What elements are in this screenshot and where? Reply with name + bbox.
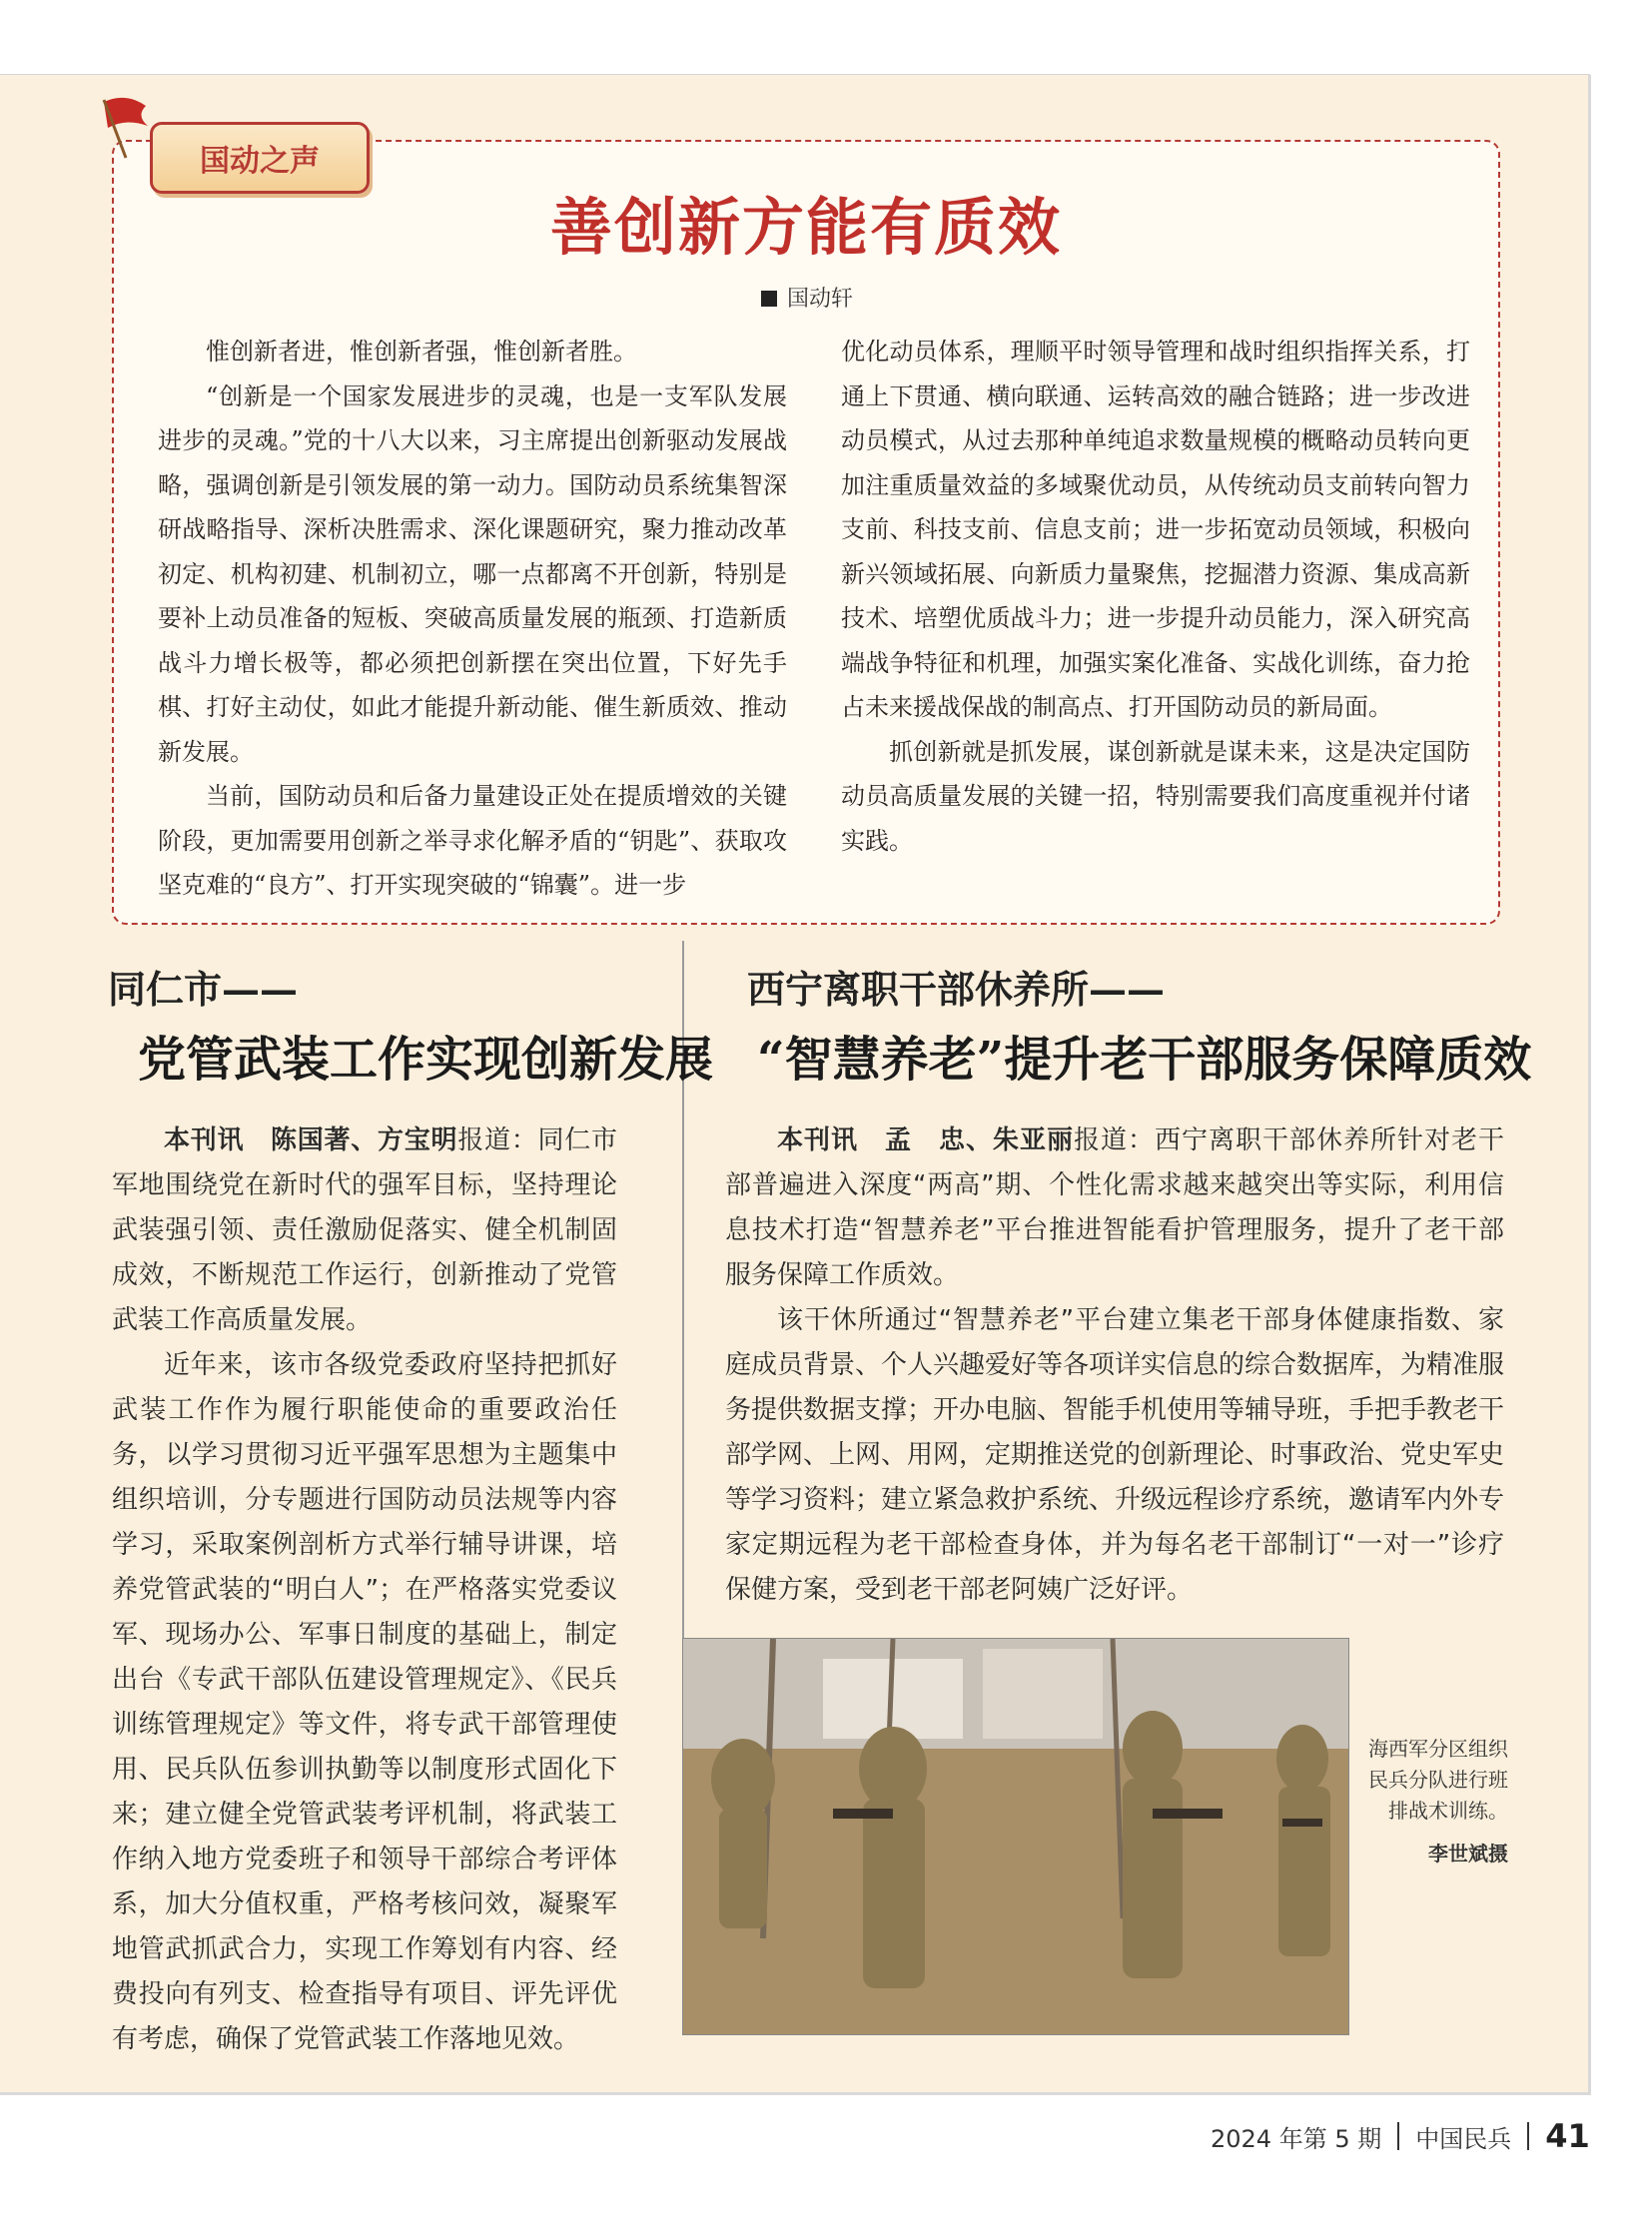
- left-article-lead: 本刊讯 陈国著、方宝明: [164, 1125, 458, 1155]
- editorial-paragraph: 优化动员体系，理顺平时领导管理和战时组织指挥关系，打通上下贯通、横向联通、运转高效的融合链路；进一步改进动员模式，从过去那种单纯追求数量规模的概略动员转向更加注重质量效益的多域聚优动员，从传统动员支前转向智力支前、科技支前、信息支前；进一步拓宽动员领域，积极向新兴领域拓展、向新质力量聚焦，挖掘潜力资源、集成高新技术、培塑优质战斗力；进一步提升动员能力，深入研究高端战争特征和机理，加强实案化准备、实战化训练，奋力抢占未来援战保战的制高点、打开国防动员的新局面。: [841, 338, 1470, 721]
- right-article-lead: 本刊讯 孟 忠、朱亚丽: [777, 1125, 1074, 1155]
- footer-separator: [1397, 2122, 1399, 2150]
- photo-credit: 李世斌摄: [1428, 1842, 1508, 1865]
- left-article-body: [112, 1119, 617, 2062]
- right-article-body: [725, 1119, 1504, 1613]
- militia-training-photo: [682, 1638, 1349, 2035]
- editorial-author: 国动轩: [787, 287, 854, 312]
- editorial-paragraph: “创新是一个国家发展进步的灵魂，也是一支军队发展进步的灵魂。”党的十八大以来，习主席提出创新驱动发展战略，强调创新是引领发展的第一动力。国防动员系统集智深研战略指导、深析决胜需求、深化课题研究，聚力推动改革初定、机构初建、机制初立，哪一点都离不开创新，特别是要补上动员准备的短板、突破高质量发展的瓶颈、打造新质战斗力增长极等，都必须把创新摆在突出位置，下好先手棋、打好主动仗，如此才能提升新动能、催生新质效、推动新发展。: [158, 381, 787, 766]
- photo-illustration: [683, 1639, 1349, 2035]
- left-article-kicker: 同仁市——: [108, 967, 299, 1012]
- left-article-title: 党管武装工作实现创新发展: [138, 1032, 714, 1088]
- page-number: 41: [1545, 2117, 1590, 2155]
- editorial-paragraph: 抓创新就是抓发展，谋创新就是谋未来，这是决定国防动员高质量发展的关键一招，特别需要我们高度重视并付诸实践。: [841, 737, 1470, 855]
- editorial-paragraph: 当前，国防动员和后备力量建设正处在提质增效的关键阶段，更加需要用创新之举寻求化解矛盾的“钥匙”、获取攻坚克难的“良方”、打开实现突破的“锦囊”。进一步: [158, 782, 787, 899]
- left-article-lead-text: 报道：同仁市军地围绕党在新时代的强军目标，坚持理论武装强引领、责任激励促落实、健全机制固成效，不断规范工作运行，创新推动了党管武装工作高质量发展。: [112, 1125, 617, 1335]
- section-tag: 国动之声: [150, 122, 370, 194]
- editorial-left-column: [158, 330, 787, 908]
- editorial-right-column: [841, 330, 1470, 863]
- right-article-lead-text: 报道：西宁离职干部休养所针对老干部普遍进入深度“两高”期、个性化需求越来越突出等实际，利用信息技术打造“智慧养老”平台推进智能看护管理服务，提升了老干部服务保障工作质效。: [725, 1125, 1504, 1290]
- photo-caption: [1358, 1734, 1508, 1869]
- square-bullet-icon: [761, 291, 777, 307]
- issue-label: 2024 年第 5 期: [1211, 2124, 1382, 2153]
- page-footer: [1211, 2117, 1590, 2155]
- photo-caption-text: 海西军分区组织民兵分队进行班排战术训练。: [1368, 1737, 1508, 1823]
- left-article-paragraph: 近年来，该市各级党委政府坚持把抓好武装工作作为履行职能使命的重要政治任务，以学习贯彻习近平强军思想为主题集中组织培训，分专题进行国防动员法规等内容学习，采取案例剖析方式举行辅导讲课，培养党管武装的“明白人”；在严格落实党委议军、现场办公、军事日制度的基础上，制定出台《专武干部队伍建设管理规定》、《民兵训练管理规定》等文件，将专武干部管理使用、民兵队伍参训执勤等以制度形式固化下来；建立健全党管武装考评机制，将武装工作纳入地方党委班子和领导干部综合考评体系，加大分值权重，严格考核问效，凝聚军地管武抓武合力，实现工作筹划有内容、经费投向有列支、检查指导有项目、评先评优有考虑，确保了党管武装工作落地见效。: [112, 1350, 617, 2054]
- editorial-byline: [761, 282, 853, 313]
- editorial-paragraph: 惟创新者进，惟创新者强，惟创新者胜。: [206, 338, 637, 366]
- red-flag-icon: [96, 92, 156, 162]
- editorial-title: 善创新方能有质效: [549, 191, 1062, 264]
- right-article-paragraph: 该干休所通过“智慧养老”平台建立集老干部身体健康指数、家庭成员背景、个人兴趣爱好等各项详实信息的综合数据库，为精准服务提供数据支撑；开办电脑、智能手机使用等辅导班，手把手教老干部学网、上网、用网，定期推送党的创新理论、时事政治、党史军史等学习资料；建立紧急救护系统、升级远程诊疗系统，邀请军内外专家定期远程为老干部检查身体，并为每名老干部制订“一对一”诊疗保健方案，受到老干部老阿姨广泛好评。: [725, 1305, 1505, 1605]
- right-article-kicker: 西宁离职干部休养所——: [747, 967, 1166, 1012]
- right-article-title: “智慧养老”提升老干部服务保障质效: [757, 1032, 1532, 1088]
- magazine-name: 中国民兵: [1415, 2124, 1512, 2153]
- footer-separator: [1527, 2122, 1529, 2150]
